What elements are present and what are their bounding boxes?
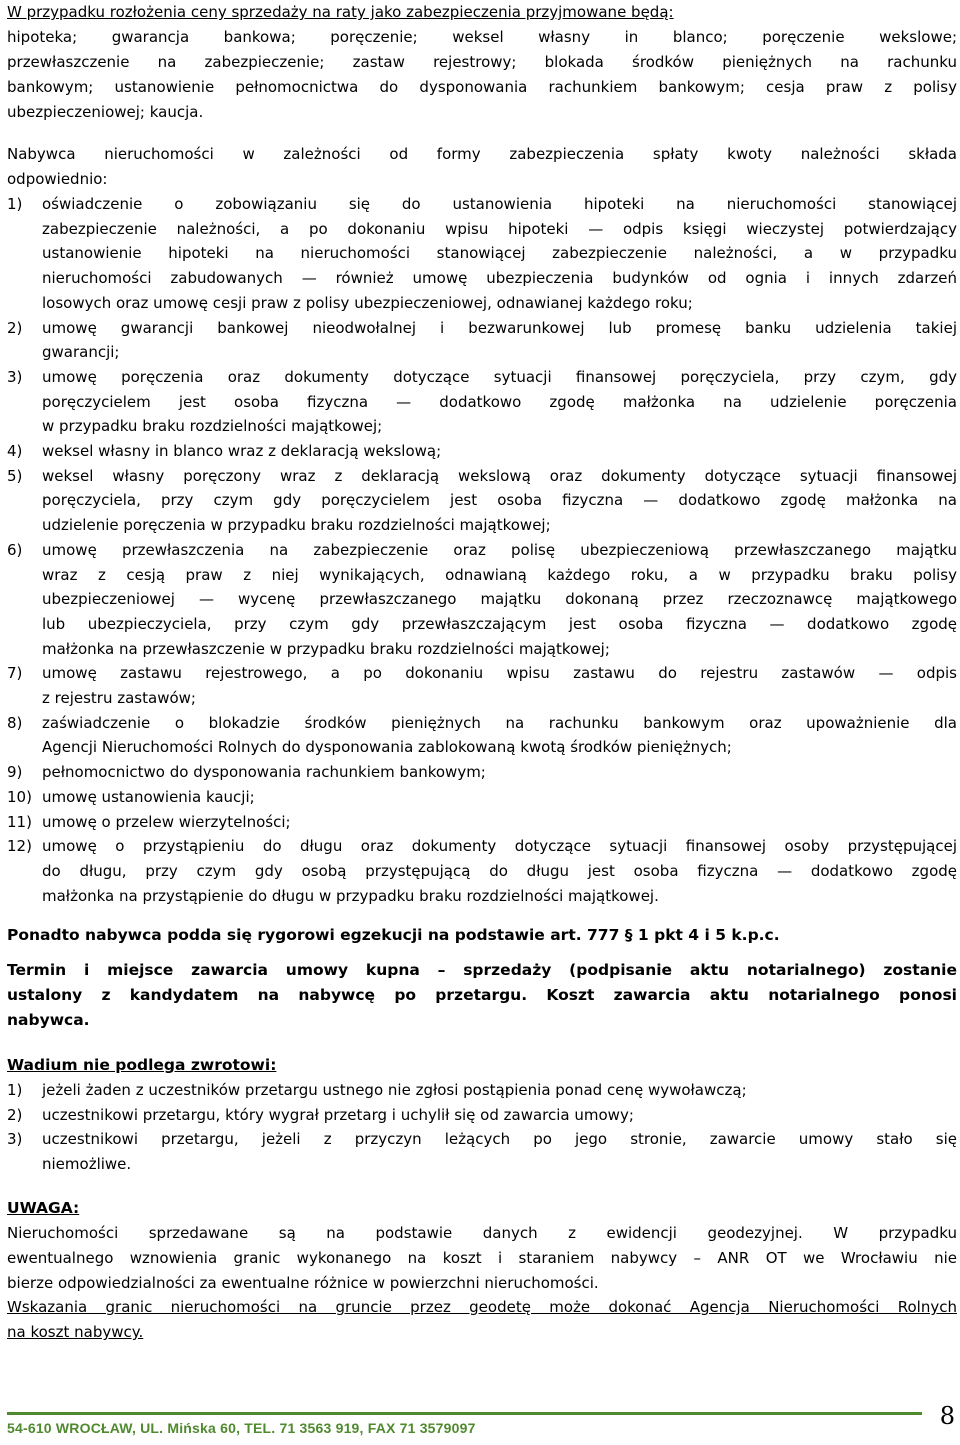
list-item-number: 11)	[7, 812, 32, 831]
list-item-line: poręczyciela, przy czym gdy poręczycielem jest osoba fizyczna — dodatkowo zgodę małżonka na	[42, 491, 957, 510]
uwaga-line-1: ewentualnego wznowienia granic wykonanego na koszt i staraniem nabywcy – ANR OT we Wrocławiu nie	[7, 1249, 957, 1267]
uwaga-line-0: Nieruchomości sprzedawane są na podstawie danych z ewidencji geodezyjnej. W przypadku	[7, 1224, 957, 1242]
wskazania-line-0: Wskazania granic nieruchomości na gruncie przez geodetę może dokonać Agencja Nieruchomości Rolnych	[7, 1298, 957, 1316]
p1-line-2: przewłaszczenie na zabezpieczenie; zastaw rejestrowy; blokada środków pieniężnych na rachunku	[7, 53, 957, 71]
uwaga-line-2: bierze odpowiedzialności za ewentualne różnice w powierzchni nieruchomości.	[7, 1274, 599, 1292]
list-item-line: oświadczenie o zobowiązaniu się do ustanowienia hipoteki na nieruchomości stanowiącej	[42, 195, 957, 213]
list-item-line: ubezpieczeniowej — wycenę przewłaszczanego majątku dokonaną przez rzeczoznawcę majątkowego	[42, 590, 957, 609]
list-item-line: udzielenie poręczenia w przypadku braku rozdzielności majątkowej;	[42, 516, 551, 535]
list-item-number: 2)	[7, 318, 23, 337]
list-item-number: 5)	[7, 466, 23, 485]
list-item-number: 1)	[7, 195, 23, 213]
list-item-line: uczestnikowi przetargu, który wygrał przetarg i uchylił się od zawarcia umowy;	[42, 1105, 634, 1124]
list-item-line: poręczycielem jest osoba fizyczna — dodatkowo zgodę małżonka na udzielenie poręczenia	[42, 392, 957, 411]
list-item-number: 1)	[7, 1081, 23, 1099]
list-item-line: lub ubezpieczyciela, przy czym gdy przewłaszczającym jest osoba fizyczna — dodatkowo zgodę	[42, 614, 957, 633]
list-item-line: umowę przewłaszczenia na zabezpieczenie oraz polisę ubezpieczeniową przewłaszczanego majątku	[42, 540, 957, 559]
list-item-number: 2)	[7, 1105, 23, 1124]
p1-line-0: W przypadku rozłożenia ceny sprzedaży na raty jako zabezpieczenia przyjmowane będą:	[7, 3, 674, 21]
list-item-line: umowę o przelew wierzytelności;	[42, 812, 291, 831]
list-item-number: 6)	[7, 540, 23, 559]
list-item-line: do długu, przy czym gdy osobą przystępującą do długu jest osoba fizyczna — dodatkowo zgodę	[42, 861, 957, 880]
termin-line-0: Termin i miejsce zawarcia umowy kupna – sprzedaży (podpisanie aktu notarialnego) zostanie	[7, 961, 957, 979]
wadium-heading: Wadium nie podlega zwrotowi:	[7, 1056, 277, 1074]
p1-line-3: bankowym; ustanowienie pełnomocnictwa do dysponowania rachunkiem bankowym; cesja praw z polisy	[7, 78, 957, 96]
termin-line-2: nabywca.	[7, 1011, 90, 1029]
list-item-number: 8)	[7, 713, 23, 732]
list-item-line: umowę gwarancji bankowej nieodwołalnej i bezwarunkowej lub promesę banku udzielenia takiej	[42, 318, 957, 337]
wskazania-line-1: na koszt nabywcy.	[7, 1323, 144, 1341]
p1-line-1: hipoteka; gwarancja bankowa; poręczenie; weksel własny in blanco; poręczenie wekslowe;	[7, 28, 957, 46]
rygor-egzekucji-text: Ponadto nabywca podda się rygorowi egzekucji na podstawie art. 777 § 1 pkt 4 i 5 k.p.c.	[7, 926, 780, 944]
list-item-line: ustanowienie hipoteki na nieruchomości stanowiącej zabezpieczenie należności, a w przypadku	[42, 244, 957, 263]
list-item-number: 3)	[7, 367, 23, 386]
p1-line-4: ubezpieczeniowej; kaucja.	[7, 103, 204, 121]
list-item-line: zaświadczenie o blokadzie środków pieniężnych na rachunku bankowym oraz upoważnienie dla	[42, 713, 957, 732]
list-item-line: małżonka na przystąpienie do długu w przypadku braku rozdzielności majątkowej.	[42, 886, 659, 905]
list-item-line: z rejestru zastawów;	[42, 689, 196, 707]
list-item-number: 12)	[7, 837, 32, 856]
termin-line-1: ustalony z kandydatem na nabywcę po przetargu. Koszt zawarcia aktu notarialnego ponosi	[7, 986, 957, 1004]
list-item-line: gwarancji;	[42, 343, 120, 362]
list-item-line: uczestnikowi przetargu, jeżeli z przyczyn leżących po jego stronie, zawarcie umowy stało się	[42, 1130, 957, 1149]
list-item-line: zabezpieczenie należności, a po dokonaniu wpisu hipoteki — odpis księgi wieczystej potwierdzający	[42, 219, 957, 238]
list-item-line: niemożliwe.	[42, 1155, 132, 1174]
list-item-line: Agencji Nieruchomości Rolnych do dysponowania zablokowaną kwotą środków pieniężnych;	[42, 738, 732, 757]
footer-divider	[7, 1412, 922, 1415]
list-item-number: 7)	[7, 664, 23, 683]
list-item-line: umowę o przystąpieniu do długu oraz dokumenty dotyczące sytuacji finansowej osoby przystępującej	[42, 837, 957, 856]
page-number: 8	[939, 1402, 955, 1430]
list-item-number: 10)	[7, 787, 32, 806]
uwaga-heading: UWAGA:	[7, 1199, 80, 1217]
list-item-number: 4)	[7, 442, 23, 460]
list-item-line: umowę ustanowienia kaucji;	[42, 787, 255, 806]
footer-address: 54-610 WROCŁAW, UL. Mińska 60, TEL. 71 3563 919, FAX 71 3579097	[7, 1420, 476, 1436]
list-item-line: małżonka na przewłaszczenie w przypadku braku rozdzielności majątkowej;	[42, 639, 610, 658]
list-item-line: losowych oraz umowę cesji praw z polisy ubezpieczeniowej, odnawianej każdego roku;	[42, 293, 693, 312]
list-item-line: umowę zastawu rejestrowego, a po dokonaniu wpisu zastawu do rejestru zastawów — odpis	[42, 664, 957, 683]
list-item-number: 3)	[7, 1130, 23, 1149]
list-item-line: w przypadku braku rozdzielności majątkowej;	[42, 417, 383, 436]
p2-line-1: odpowiednio:	[7, 170, 108, 188]
list-item-line: jeżeli żaden z uczestników przetargu ustnego nie zgłosi postąpienia ponad cenę wywoławczą;	[42, 1081, 747, 1099]
list-item-number: 9)	[7, 763, 23, 782]
list-item-line: wraz z cesją praw z niej wynikających, odnawianą każdego roku, a w przypadku braku polisy	[42, 565, 957, 584]
list-item-line: pełnomocnictwo do dysponowania rachunkiem bankowym;	[42, 763, 486, 782]
list-item-line: umowę poręczenia oraz dokumenty dotyczące sytuacji finansowej poręczyciela, przy czym, gdy	[42, 367, 957, 386]
list-item-line: weksel własny poręczony wraz z deklaracją wekslową oraz dokumenty dotyczące sytuacji finansowej	[42, 466, 957, 485]
list-item-line: nieruchomości zabudowanych — również umowę ubezpieczenia budynków od ognia i innych zdarzeń	[42, 269, 957, 288]
p2-line-0: Nabywca nieruchomości w zależności od formy zabezpieczenia spłaty kwoty należności składa	[7, 145, 957, 163]
list-item-line: weksel własny in blanco wraz z deklaracją wekslową;	[42, 442, 442, 460]
